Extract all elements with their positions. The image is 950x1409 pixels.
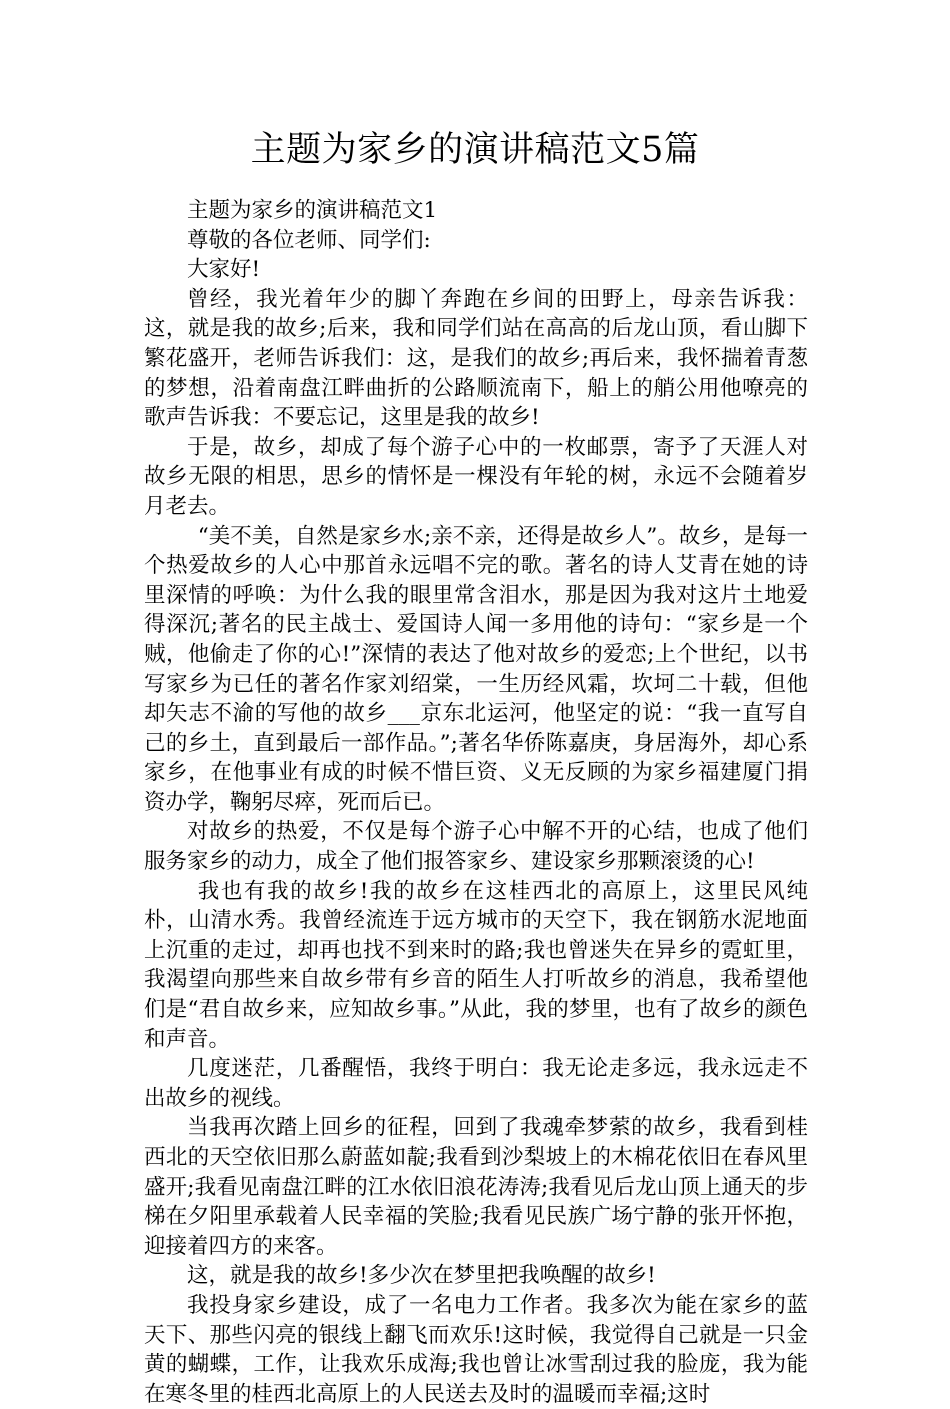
paragraph: 当我再次踏上回乡的征程，回到了我魂牵梦萦的故乡，我看到桂西北的天空依旧那么蔚蓝如靛;我看到沙梨坡上的木棉花依旧在春风里盛开;我看见南盘江畔的江水依旧浪花涛涛;我看见后龙山顶上通天的步梯在夕阳里承载着人民幸福的笑脸;我看见民族广场宁静的张开怀抱，迎接着四方的来客。 — [144, 1115, 808, 1259]
paragraph-subtitle: 主题为家乡的演讲稿范文1 — [187, 198, 438, 223]
paragraph: 这，就是我的故乡!多少次在梦里把我唤醒的故乡! — [187, 1263, 656, 1289]
paragraph: 对故乡的热爱，不仅是每个游子心中解不开的心结，也成了他们服务家乡的动力，成全了他们报答家乡、建设家乡那颗滚烫的心! — [144, 819, 808, 875]
paragraph: 我投身家乡建设，成了一名电力工作者。我多次为能在家乡的蓝天下、那些闪亮的银线上翻飞而欢乐!这时候，我觉得自己就是一只金黄的蝴蝶，工作，让我欢乐成海;我也曾让冰雪刮过我的脸庞，我为能在寒冬里的桂西北高原上的人民送去及时的温暖而幸福;这时 — [144, 1292, 808, 1407]
paragraph-greeting: 大家好! — [187, 257, 261, 283]
paragraph: “美不美，自然是家乡水;亲不亲，还得是故乡人”。故乡，是每一个热爱故乡的人心中那首永远唱不完的歌。著名的诗人艾青在她的诗里深情的呼唤：为什么我的眼里常含泪水，那是因为我对这片土地爱得深沉;著名的民主战士、爱国诗人闻一多用他的诗句：“家乡是一个贼，他偷走了你的心!”深情的表达了他对故乡的爱恋;上个世纪，以书写家乡为已任的著名作家刘绍棠，一生历经风霜，坎坷二十载，但他却矢志不渝的写他的故乡___京东北运河，他坚定的说：“我一直写自己的乡土，直到最后一部作品。”;著名华侨陈嘉庚，身居海外，却心系家乡，在他事业有成的时候不惜巨资、义无反顾的为家乡福建厦门捐资办学，鞠躬尽瘁，死而后已。 — [144, 523, 808, 815]
paragraph: 于是，故乡，却成了每个游子心中的一枚邮票，寄予了天涯人对故乡无限的相思，思乡的情怀是一棵没有年轮的树，永远不会随着岁月老去。 — [144, 434, 808, 519]
paragraph-salutation: 尊敬的各位老师、同学们: — [187, 227, 431, 253]
paragraph: 我也有我的故乡!我的故乡在这桂西北的高原上，这里民风纯朴，山清水秀。我曾经流连于远方城市的天空下，我在钢筋水泥地面上沉重的走过，却再也找不到来时的路;我也曾迷失在异乡的霓虹里，我渴望向那些来自故乡带有乡音的陌生人打听故乡的消息，我希望他们是“君自故乡来，应知故乡事。”从此，我的梦里，也有了故乡的颜色和声音。 — [144, 878, 808, 1052]
document-body — [144, 196, 808, 1409]
document-title: 主题为家乡的演讲稿范文5篇 — [250, 130, 700, 170]
paragraph: 几度迷茫，几番醒悟，我终于明白：我无论走多远，我永远走不出故乡的视线。 — [144, 1056, 808, 1111]
paragraph: 曾经，我光着年少的脚丫奔跑在乡间的田野上，母亲告诉我：这，就是我的故乡;后来，我和同学们站在高高的后龙山顶，看山脚下繁花盛开，老师告诉我们：这，是我们的故乡;再后来，我怀揣着青葱的梦想，沿着南盘江畔曲折的公路顺流南下，船上的艄公用他嘹亮的歌声告诉我：不要忘记，这里是我的故乡! — [144, 286, 808, 431]
